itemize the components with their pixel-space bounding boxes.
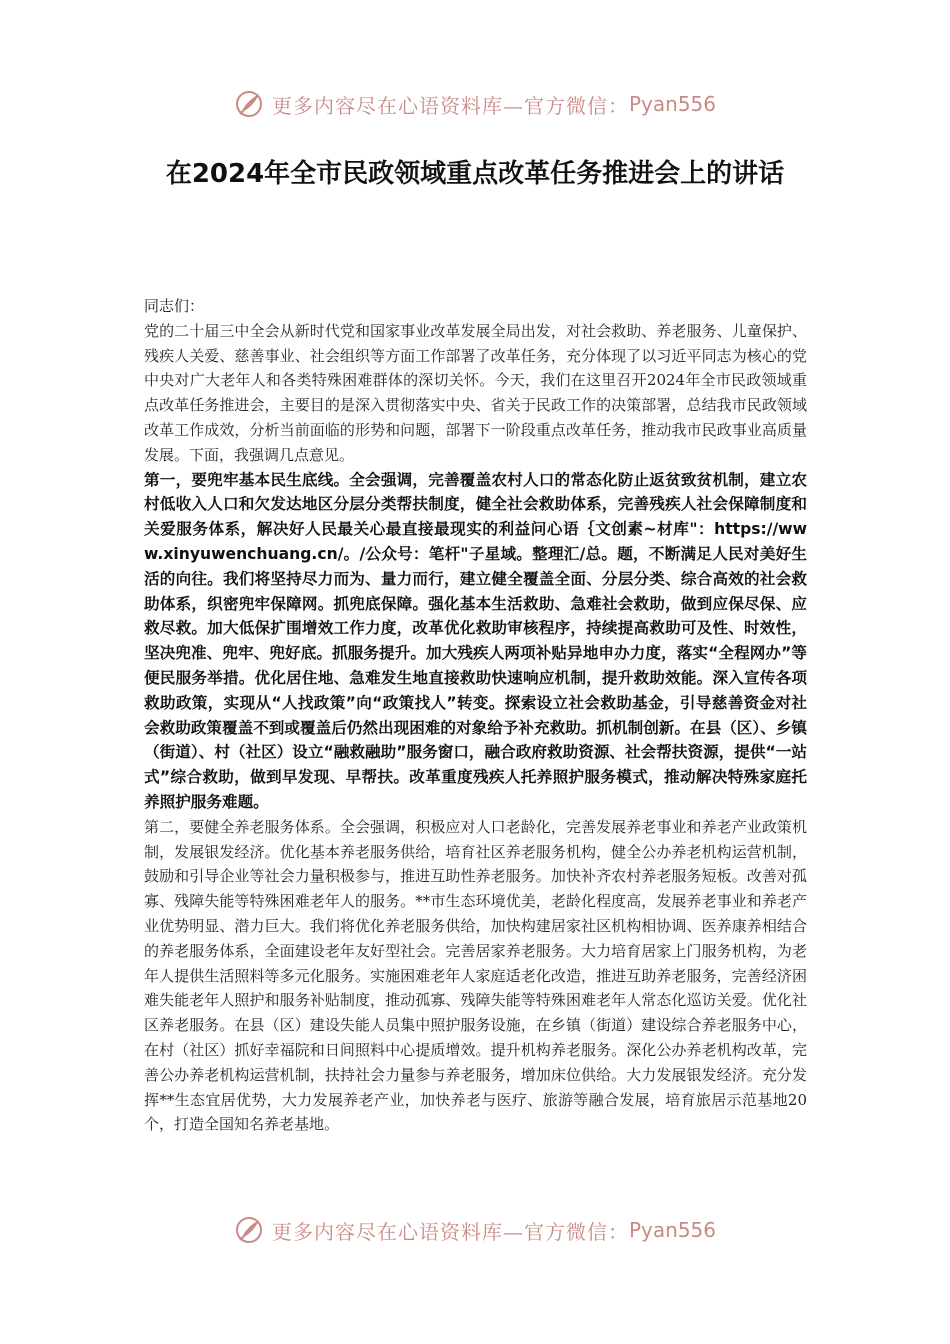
paragraph-first-point: 第一，要兜牢基本民生底线。全会强调，完善覆盖农村人口的常态化防止返贫致贫机制，建立农村低收入人口和欠发达地区分层分类帮扶制度，健全社会救助体系，完善残疾人社会保障制度和关爱服务体系，解决好人民最关心最直接最现实的利益问心语｛文创素~材库"：https://www.xinyuwenchuang.cn/。/公众号：笔杆"子星域。整理汇/总。题，不断满足人民对美好生活的向往。我们将坚持尽力而为、量力而行，建立健全覆盖全面、分层分类、综合高效的社会救助体系，织密兜牢保障网。抓兜底保障。强化基本生活救助、急难社会救助，做到应保尽保、应救尽救。加大低保扩围增效工作力度，改革优化救助审核程序，持续提高救助可及性、时效性，坚决兜准、兜牢、兜好底。抓服务提升。加大残疾人两项补贴异地申办力度，落实“全程网办”等便民服务举措。优化居住地、急难发生地直接救助快速响应机制，提升救助效能。深入宣传各项救助政策，实现从“人找政策”向“政策找人”转变。探索设立社会救助基金，引导慈善资金对社会救助政策覆盖不到或覆盖后仍然出现困难的对象给予补充救助。抓机制创新。在县（区）、乡镇（街道）、村（社区）设立“融救融助”服务窗口，融合政府救助资源、社会帮扶资源，提供“一站式”综合救助，做到早发现、早帮扶。改革重度残疾人托养照护服务模式，推动解决特殊家庭托养照护服务难题。 (144, 470, 807, 811)
salutation: 同志们： (144, 297, 205, 315)
paragraph-second-point: 第二，要健全养老服务体系。全会强调，积极应对人口老龄化，完善发展养老事业和养老产业政策机制，发展银发经济。优化基本养老服务供给，培育社区养老服务机构，健全公办养老机构运营机制，鼓励和引导企业等社会力量积极参与，推进互助性养老服务。加快补齐农村养老服务短板。改善对孤寡、残障失能等特殊困难老年人的服务。**市生态环境优美，老龄化程度高，发展养老事业和养老产业优势明显、潜力巨大。我们将优化养老服务供给，加快构建居家社区机构相协调、医养康养相结合的养老服务体系，全面建设老年友好型社会。完善居家养老服务。大力培育居家上门服务机构，为老年人提供生活照料等多元化服务。实施困难老年人家庭适老化改造，推进互助养老服务，完善经济困难失能老年人照护和服务补贴制度，推动孤寡、残障失能等特殊困难老年人常态化巡访关爱。优化社区养老服务。在县（区）建设失能人员集中照护服务设施，在乡镇（街道）建设综合养老服务中心，在村（社区）抓好幸福院和日间照料中心提质增效。提升机构养老服务。深化公办养老机构改革，完善公办养老机构运营机制，扶持社会力量参与养老服务，增加床位供给。大力发展银发经济。充分发挥**生态宜居优势，大力发展养老产业，加快养老与医疗、旅游等融合发展，培育旅居示范基地20个，打造全国知名养老基地。 (144, 817, 807, 1134)
watermark-text: 更多内容尽在心语资料库—官方微信： (271, 93, 629, 118)
quill-logo-icon (234, 89, 264, 119)
watermark-banner-bottom (0, 1210, 950, 1250)
document-body (144, 294, 807, 1137)
quill-logo-icon (234, 1215, 264, 1245)
watermark-handle: Pyan556 (628, 92, 716, 116)
paragraph-intro: 党的二十届三中全会从新时代党和国家事业改革发展全局出发，对社会救助、养老服务、儿童保护、残疾人关爱、慈善事业、社会组织等方面工作部署了改革任务，充分体现了以习近平同志为核心的党中央对广大老年人和各类特殊困难群体的深切关怀。今天，我们在这里召开2024年全市民政领域重点改革任务推进会，主要目的是深入贯彻落实中央、省关于民政工作的决策部署，总结我市民政领域改革工作成效，分析当前面临的形势和问题，部署下一阶段重点改革任务，推动我市民政事业高质量发展。下面，我强调几点意见。 (144, 321, 807, 464)
watermark-text: 更多内容尽在心语资料库—官方微信： (271, 1219, 629, 1244)
watermark-banner-top (0, 84, 950, 124)
document-title: 在2024年全市民政领域重点改革任务推进会上的讲话 (165, 159, 785, 189)
watermark-handle: Pyan556 (628, 1218, 716, 1242)
